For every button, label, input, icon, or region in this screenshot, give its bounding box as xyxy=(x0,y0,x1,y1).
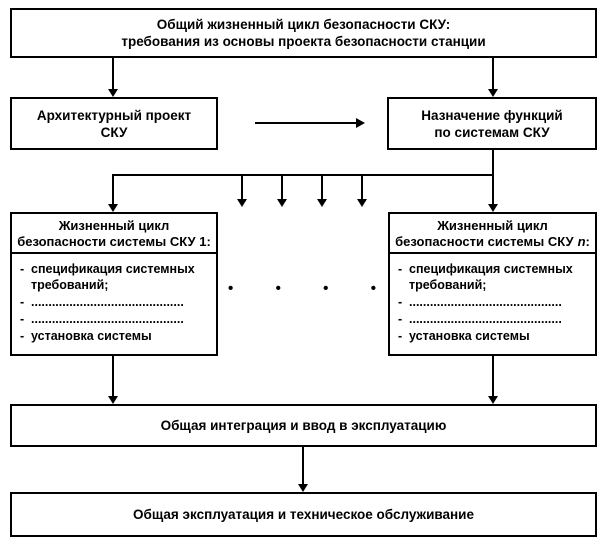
system-n-item-2: ............................................ xyxy=(409,295,562,309)
arrow-distribution-to-system1 xyxy=(108,174,118,212)
list-item xyxy=(20,261,211,293)
arrow-distribution-mid-2 xyxy=(277,174,287,207)
list-item xyxy=(20,311,211,327)
list-item xyxy=(20,328,211,344)
list-item xyxy=(398,294,590,310)
system-n-list xyxy=(390,254,595,344)
ellipsis-dot: • xyxy=(370,280,376,297)
list-item xyxy=(398,328,590,344)
list-marker: - xyxy=(20,262,25,276)
arrow-architecture-to-function xyxy=(255,118,365,128)
arrow-system1-to-integration xyxy=(108,356,118,404)
system-1-list xyxy=(12,254,216,344)
box-operation xyxy=(10,492,597,537)
list-marker: - xyxy=(398,262,403,276)
function-line2: по системам СКУ xyxy=(434,124,550,140)
list-item xyxy=(398,311,590,327)
list-marker: - xyxy=(20,295,25,309)
arrow-distribution-mid-3 xyxy=(317,174,327,207)
operation-label: Общая эксплуатация и техническое обслуживание xyxy=(133,507,474,522)
distribution-line xyxy=(112,174,494,176)
overall-lifecycle-line1: Общий жизненный цикл безопасности СКУ: xyxy=(156,17,451,32)
system-n-item-4: установка системы xyxy=(409,329,530,343)
list-marker: - xyxy=(398,312,403,326)
ellipsis-dot: • xyxy=(275,280,281,297)
ellipsis-dot: • xyxy=(323,280,329,297)
system-1-item-2: ............................................ xyxy=(31,295,184,309)
system-n-index: n xyxy=(577,233,586,249)
arrow-system-n-to-integration xyxy=(488,356,498,404)
integration-label: Общая интеграция и ввод в эксплуатацию xyxy=(160,418,447,433)
list-item xyxy=(20,294,211,310)
system-n-item-3: ............................................ xyxy=(409,312,562,326)
system-1-title-line1: Жизненный цикл xyxy=(58,218,170,233)
system-1-item-1: спецификация системных требований; xyxy=(31,262,199,292)
systems-ellipsis xyxy=(228,281,376,296)
system-n-title-line1: Жизненный цикл xyxy=(437,218,548,233)
arrow-function-to-system-n xyxy=(488,150,498,212)
function-line1: Назначение функций xyxy=(421,107,563,123)
box-system-1-lifecycle xyxy=(10,212,218,356)
arrow-overall-to-function xyxy=(488,58,498,97)
ellipsis-dot: • xyxy=(228,280,234,297)
system-n-header xyxy=(390,214,595,254)
list-item xyxy=(398,261,590,293)
arrow-overall-to-architecture xyxy=(108,58,118,97)
arrow-distribution-mid-4 xyxy=(357,174,367,207)
arrow-integration-to-operation xyxy=(298,447,308,492)
system-1-item-4: установка системы xyxy=(31,329,152,343)
overall-lifecycle-line2: требования из основы проекта безопасности станции xyxy=(121,34,486,49)
system-n-title-prefix: безопасности системы СКУ xyxy=(395,233,574,249)
list-marker: - xyxy=(398,329,403,343)
system-1-item-3: ............................................ xyxy=(31,312,184,326)
list-marker: - xyxy=(20,329,25,343)
system-n-item-1: спецификация системных требований; xyxy=(409,262,577,292)
system-1-title-line2: безопасности системы СКУ 1: xyxy=(17,233,211,249)
list-marker: - xyxy=(398,295,403,309)
architecture-line2: СКУ xyxy=(100,124,128,140)
architecture-line1: Архитектурный проект xyxy=(36,107,192,123)
box-architecture-project xyxy=(10,97,218,150)
box-function-assignment xyxy=(387,97,597,150)
box-overall-lifecycle xyxy=(10,8,597,58)
box-system-n-lifecycle xyxy=(388,212,597,356)
box-integration xyxy=(10,404,597,447)
system-n-suffix: : xyxy=(585,233,590,249)
list-marker: - xyxy=(20,312,25,326)
system-n-title-line2 xyxy=(392,234,593,250)
arrow-distribution-mid-1 xyxy=(237,174,247,207)
system-1-header xyxy=(12,214,216,254)
